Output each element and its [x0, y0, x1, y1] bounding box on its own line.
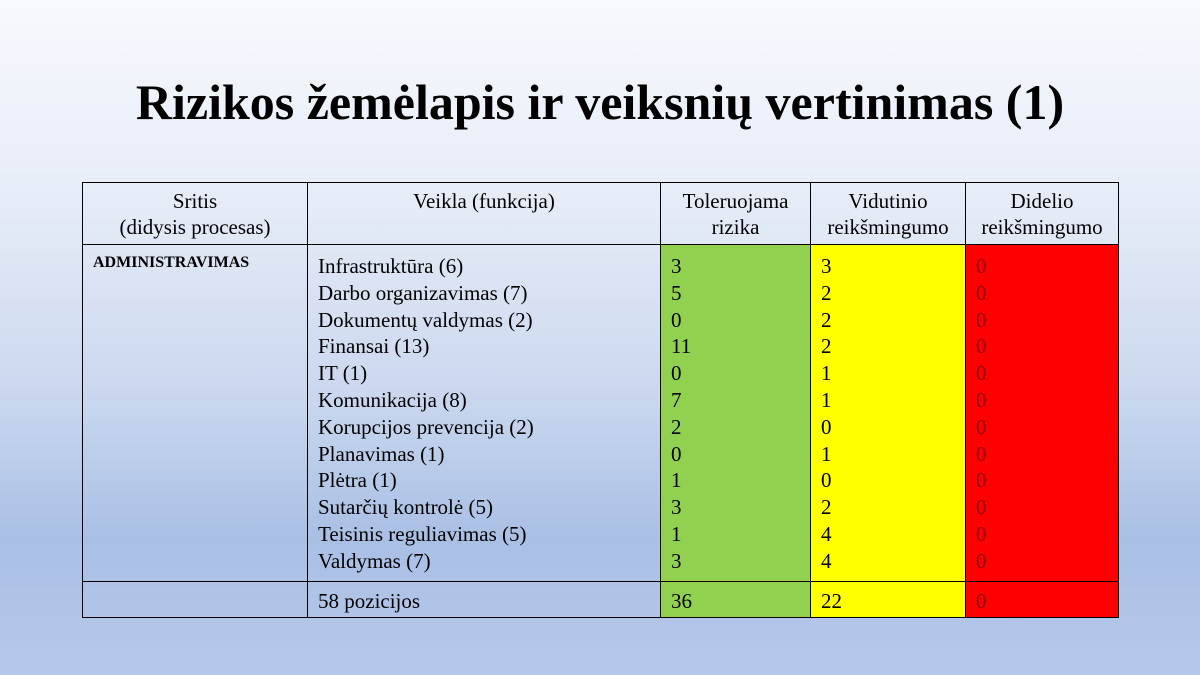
medium-value: 2	[821, 334, 832, 359]
header-high-line: reikšmingumo	[981, 215, 1103, 239]
header-medium-line: reikšmingumo	[827, 215, 949, 239]
high-value: 0	[976, 280, 987, 305]
header-medium-line: Vidutinio	[848, 189, 928, 213]
total-high-cell	[966, 581, 1119, 617]
medium-value: 2	[821, 280, 832, 305]
high-value: 0	[976, 361, 987, 386]
activity-item: Finansai (13)	[318, 334, 430, 359]
high-value: 0	[976, 521, 987, 546]
header-high	[966, 183, 1119, 245]
medium-value: 1	[821, 441, 832, 466]
high-value: 0	[976, 495, 987, 520]
activity-item: Infrastruktūra (6)	[318, 254, 464, 278]
page-title: Rizikos žemėlapis ir veiksnių vertinimas (1)	[135, 74, 1065, 130]
high-value: 0	[976, 307, 987, 332]
tolerable-value: 1	[671, 468, 682, 493]
data-row	[83, 245, 1119, 582]
tolerable-value: 3	[671, 495, 682, 520]
high-value: 0	[976, 468, 987, 493]
high-value: 0	[976, 334, 987, 359]
header-high-line: Didelio	[1010, 189, 1074, 213]
header-tolerable-line: rizika	[711, 215, 760, 239]
high-value: 0	[976, 387, 987, 412]
tolerable-value: 3	[671, 254, 682, 278]
total-activity-cell: 58 pozicijos	[308, 581, 661, 617]
total-tolerable-cell: 36	[661, 581, 811, 617]
high-value: 0	[976, 548, 987, 573]
header-tolerable-line: Toleruojama	[682, 189, 789, 213]
activity-item: Plėtra (1)	[318, 468, 397, 493]
activity-item: Valdymas (7)	[318, 548, 431, 573]
medium-list-cell	[811, 245, 966, 582]
activity-list-cell	[308, 245, 661, 582]
activity-item: Dokumentų valdymas (2)	[318, 307, 533, 332]
activity-item: Komunikacija (8)	[318, 387, 467, 412]
high-value: 0	[976, 441, 987, 466]
activity-item: IT (1)	[318, 361, 368, 386]
total-high-value: 0	[976, 588, 987, 613]
medium-value: 4	[821, 521, 832, 546]
activity-item: Sutarčių kontrolė (5)	[318, 495, 493, 520]
tolerable-value: 0	[671, 441, 682, 466]
header-activity-line: Veikla (funkcija)	[413, 189, 555, 213]
header-activity	[308, 183, 661, 245]
header-area	[83, 183, 308, 245]
total-medium-cell: 22	[811, 581, 966, 617]
tolerable-value: 1	[671, 521, 682, 546]
high-value: 0	[976, 254, 987, 278]
header-row	[83, 183, 1119, 245]
area-cell: ADMINISTRAVIMAS	[83, 245, 308, 582]
medium-value: 1	[821, 387, 832, 412]
medium-value: 3	[821, 254, 832, 278]
activity-item: Korupcijos prevencija (2)	[318, 414, 534, 439]
risk-table	[82, 182, 1119, 618]
medium-value: 2	[821, 495, 832, 520]
medium-value: 0	[821, 414, 832, 439]
header-tolerable	[661, 183, 811, 245]
activity-item: Darbo organizavimas (7)	[318, 280, 528, 305]
tolerable-value: 7	[671, 387, 682, 412]
tolerable-value: 11	[671, 334, 692, 359]
high-value: 0	[976, 414, 987, 439]
medium-value: 2	[821, 307, 832, 332]
total-row	[83, 581, 1119, 617]
medium-value: 4	[821, 548, 832, 573]
total-area-cell	[83, 581, 308, 617]
tolerable-list-cell	[661, 245, 811, 582]
tolerable-value: 0	[671, 361, 682, 386]
activity-item: Teisinis reguliavimas (5)	[318, 521, 527, 546]
medium-value: 0	[821, 468, 832, 493]
high-list-cell	[966, 245, 1119, 582]
tolerable-value: 3	[671, 548, 682, 573]
header-medium	[811, 183, 966, 245]
tolerable-value: 5	[671, 280, 682, 305]
tolerable-value: 0	[671, 307, 682, 332]
medium-value: 1	[821, 361, 832, 386]
header-area-line: (didysis procesas)	[119, 215, 271, 239]
tolerable-value: 2	[671, 414, 682, 439]
header-area-line: Sritis	[172, 189, 218, 213]
activity-item: Planavimas (1)	[318, 441, 445, 466]
